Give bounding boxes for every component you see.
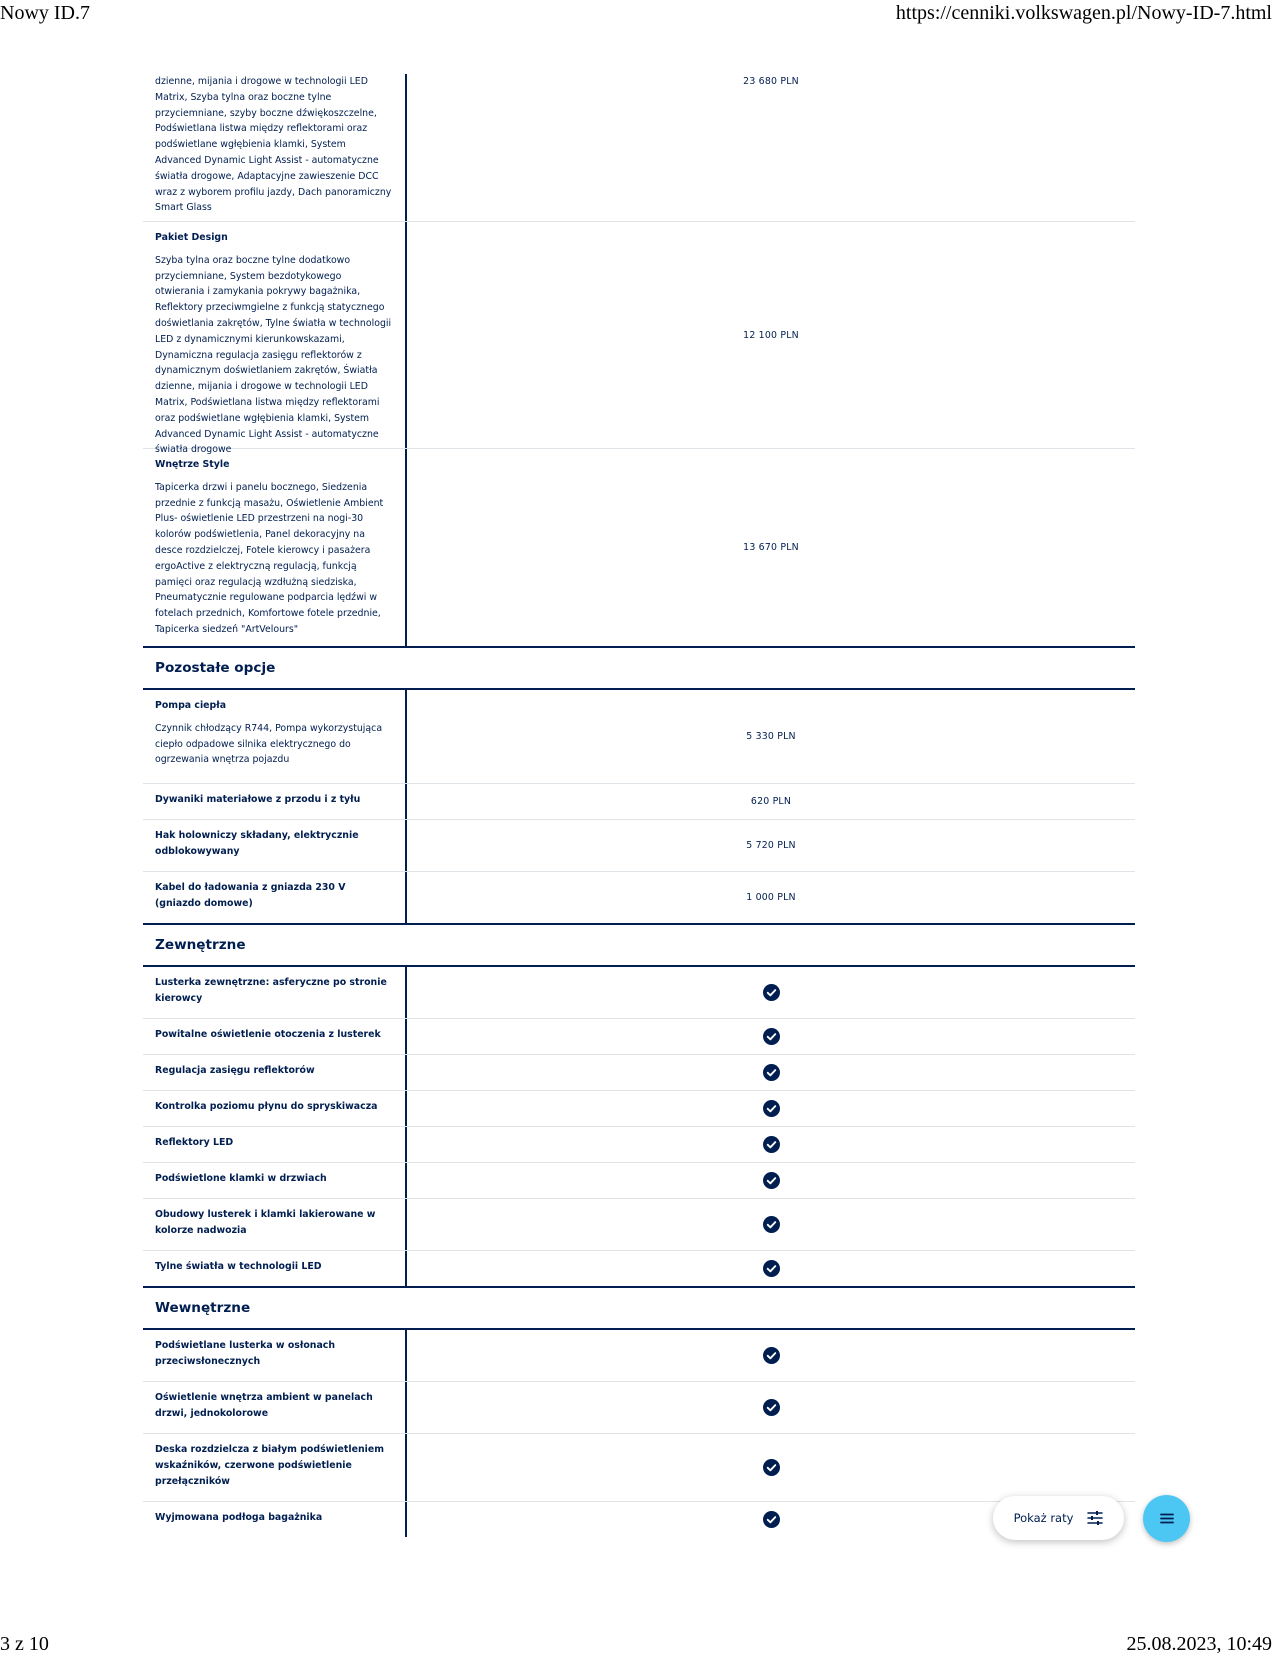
option-name: Wnętrze Style bbox=[155, 459, 230, 470]
option-price: 5 330 PLN bbox=[746, 731, 796, 742]
table-row bbox=[143, 1502, 1135, 1537]
check-circle-icon bbox=[763, 1347, 780, 1364]
option-cell bbox=[143, 820, 407, 871]
option-name: Podświetlane lusterka w osłonach przeciwsłonecznych bbox=[155, 1340, 336, 1367]
table-row bbox=[143, 1055, 1135, 1091]
option-status bbox=[407, 1163, 1135, 1198]
option-cell bbox=[143, 1091, 407, 1126]
section-title-exterior: Zewnętrzne bbox=[143, 925, 1135, 967]
menu-button[interactable] bbox=[1143, 1495, 1190, 1542]
check-circle-icon bbox=[763, 984, 780, 1001]
print-footer-page: 3 z 10 bbox=[0, 1633, 49, 1655]
option-status bbox=[407, 1019, 1135, 1054]
section-title-other-options: Pozostałe opcje bbox=[143, 648, 1135, 690]
table-row bbox=[143, 967, 1135, 1019]
show-installments-button[interactable] bbox=[993, 1496, 1124, 1540]
table-row bbox=[143, 74, 1135, 222]
check-circle-icon bbox=[763, 1399, 780, 1416]
table-row bbox=[143, 222, 1135, 456]
option-name: Kontrolka poziomu płynu do spryskiwacza bbox=[155, 1101, 378, 1112]
check-circle-icon bbox=[763, 1511, 780, 1528]
option-description: Tapicerka drzwi i panelu bocznego, Siedzenia przednie z funkcją masażu, Oświetlenie Ambient Plus- oświetlenie LED przestrzeni na nogi-30 kolorów podświetlenia, Panel dekoracyjny na desce rozdzielczej, Fotele kierowcy i pasażera ergoActive z elektryczną regulacją, funkcją pamięci oraz regulacją wzdłużną siedziska, Pneumatycznie regulowane podparcia lędźwi w fotelach przednich, Komfortowe fotele przednie, Tapicerka siedzeń "ArtVelours" bbox=[155, 481, 384, 635]
check-circle-icon bbox=[763, 1260, 780, 1277]
option-name: Powitalne oświetlenie otoczenia z lusterek bbox=[155, 1029, 381, 1040]
hamburger-menu-icon bbox=[1160, 1513, 1174, 1524]
check-circle-icon bbox=[763, 1459, 780, 1476]
option-status bbox=[407, 1055, 1135, 1090]
option-status bbox=[407, 1199, 1135, 1250]
option-cell bbox=[143, 1199, 407, 1250]
option-cell bbox=[143, 1127, 407, 1162]
option-cell bbox=[143, 449, 407, 646]
table-row bbox=[143, 1199, 1135, 1251]
section-title-interior: Wewnętrzne bbox=[143, 1288, 1135, 1330]
option-price: 23 680 PLN bbox=[743, 76, 799, 87]
table-row bbox=[143, 784, 1135, 820]
table-row bbox=[143, 1330, 1135, 1382]
option-name: Pakiet Design bbox=[155, 232, 228, 243]
option-name: Kabel do ładowania z gniazda 230 V (gniazdo domowe) bbox=[155, 882, 346, 909]
option-cell bbox=[143, 1251, 407, 1286]
table-row bbox=[143, 1434, 1135, 1502]
option-cell bbox=[143, 1502, 407, 1537]
check-circle-icon bbox=[763, 1100, 780, 1117]
table-row bbox=[143, 449, 1135, 648]
print-header-url: https://cenniki.volkswagen.pl/Nowy-ID-7.html bbox=[895, 2, 1272, 24]
option-description: Czynnik chłodzący R744, Pompa wykorzystująca ciepło odpadowe silnika elektrycznego do ogrzewania wnętrza pojazdu bbox=[155, 722, 383, 766]
option-description: Szyba tylna oraz boczne tylne dodatkowo przyciemniane, System bezdotykowego otwierania i zamykania pokrywy bagażnika, Reflektory przeciwmgielne z funkcją statycznego doświetlania zakrętów, Tylne światła w technologii LED z dynamicznymi kierunkowskazami, Dynamiczna regulacja zasięgu reflektorów z dynamicznym doświetlaniem zakrętów, Światła dzienne, mijania i drogowe w technologii LED Matrix, Podświetlana listwa między reflektorami oraz podświetlane wgłębienia klamki, System Advanced Dynamic Light Assist - automatyczne światła drogowe bbox=[155, 254, 392, 456]
option-name: Reflektory LED bbox=[155, 1137, 234, 1148]
option-price: 620 PLN bbox=[750, 796, 792, 807]
option-cell bbox=[143, 1163, 407, 1198]
table-row bbox=[143, 1251, 1135, 1288]
option-name: Hak holowniczy składany, elektrycznie odblokowywany bbox=[155, 830, 359, 857]
check-circle-icon bbox=[763, 1136, 780, 1153]
table-row bbox=[143, 1127, 1135, 1163]
option-status bbox=[407, 967, 1135, 1018]
table-row bbox=[143, 820, 1135, 872]
table-row bbox=[143, 1163, 1135, 1199]
option-name: Dywaniki materiałowe z przodu i z tyłu bbox=[155, 794, 361, 805]
option-cell bbox=[143, 1019, 407, 1054]
option-description: dzienne, mijania i drogowe w technologii LED Matrix, Szyba tylna oraz boczne tylne przyciemniane, szyby boczne dźwiękoszczelne, Podświetlana listwa między reflektorami oraz podświetlane wgłębienia klamki, System Advanced Dynamic Light Assist - automatyczne światła drogowe, Adaptacyjne zawieszenie DCC wraz z wyborem profilu jazdy, Dach panoramiczny Smart Glass bbox=[155, 76, 392, 214]
table-row bbox=[143, 1382, 1135, 1434]
check-circle-icon bbox=[763, 1028, 780, 1045]
check-circle-icon bbox=[763, 1216, 780, 1233]
table-row bbox=[143, 1019, 1135, 1055]
print-header-title: Nowy ID.7 bbox=[0, 2, 90, 24]
option-cell bbox=[143, 1055, 407, 1090]
option-cell bbox=[143, 1330, 407, 1381]
option-cell bbox=[143, 222, 407, 456]
show-installments-label: Pokaż raty bbox=[1013, 1511, 1074, 1525]
print-footer-date: 25.08.2023, 10:49 bbox=[1126, 1633, 1272, 1655]
check-circle-icon bbox=[763, 1172, 780, 1189]
option-name: Deska rozdzielcza z białym podświetleniem wskaźników, czerwone podświetlenie przełączników bbox=[155, 1444, 384, 1487]
check-circle-icon bbox=[763, 1064, 780, 1081]
option-status bbox=[407, 1330, 1135, 1381]
option-cell bbox=[143, 74, 407, 221]
table-row bbox=[143, 872, 1135, 925]
option-status bbox=[407, 1127, 1135, 1162]
option-name: Podświetlone klamki w drzwiach bbox=[155, 1173, 327, 1184]
option-price: 5 720 PLN bbox=[746, 840, 796, 851]
option-name: Pompa ciepła bbox=[155, 700, 227, 711]
option-cell bbox=[143, 1434, 407, 1501]
option-cell bbox=[143, 1382, 407, 1433]
option-name: Obudowy lusterek i klamki lakierowane w kolorze nadwozia bbox=[155, 1209, 376, 1236]
option-price: 13 670 PLN bbox=[743, 542, 799, 553]
option-status bbox=[407, 1251, 1135, 1286]
sliders-icon bbox=[1087, 1511, 1103, 1525]
table-row bbox=[143, 1091, 1135, 1127]
option-name: Oświetlenie wnętrza ambient w panelach drzwi, jednokolorowe bbox=[155, 1392, 373, 1419]
option-name: Tylne światła w technologii LED bbox=[155, 1261, 322, 1272]
option-cell bbox=[143, 967, 407, 1018]
table-row bbox=[143, 690, 1135, 784]
option-status bbox=[407, 1091, 1135, 1126]
option-price: 12 100 PLN bbox=[743, 329, 799, 341]
option-status bbox=[407, 1434, 1135, 1501]
option-cell bbox=[143, 690, 407, 783]
option-name: Wyjmowana podłoga bagażnika bbox=[155, 1512, 323, 1523]
option-cell bbox=[143, 872, 407, 923]
option-status bbox=[407, 1382, 1135, 1433]
option-cell bbox=[143, 784, 407, 819]
price-list-table bbox=[143, 74, 1135, 1537]
option-name: Lusterka zewnętrzne: asferyczne po stronie kierowcy bbox=[155, 977, 387, 1004]
option-price: 1 000 PLN bbox=[746, 892, 796, 903]
option-name: Regulacja zasięgu reflektorów bbox=[155, 1065, 315, 1076]
